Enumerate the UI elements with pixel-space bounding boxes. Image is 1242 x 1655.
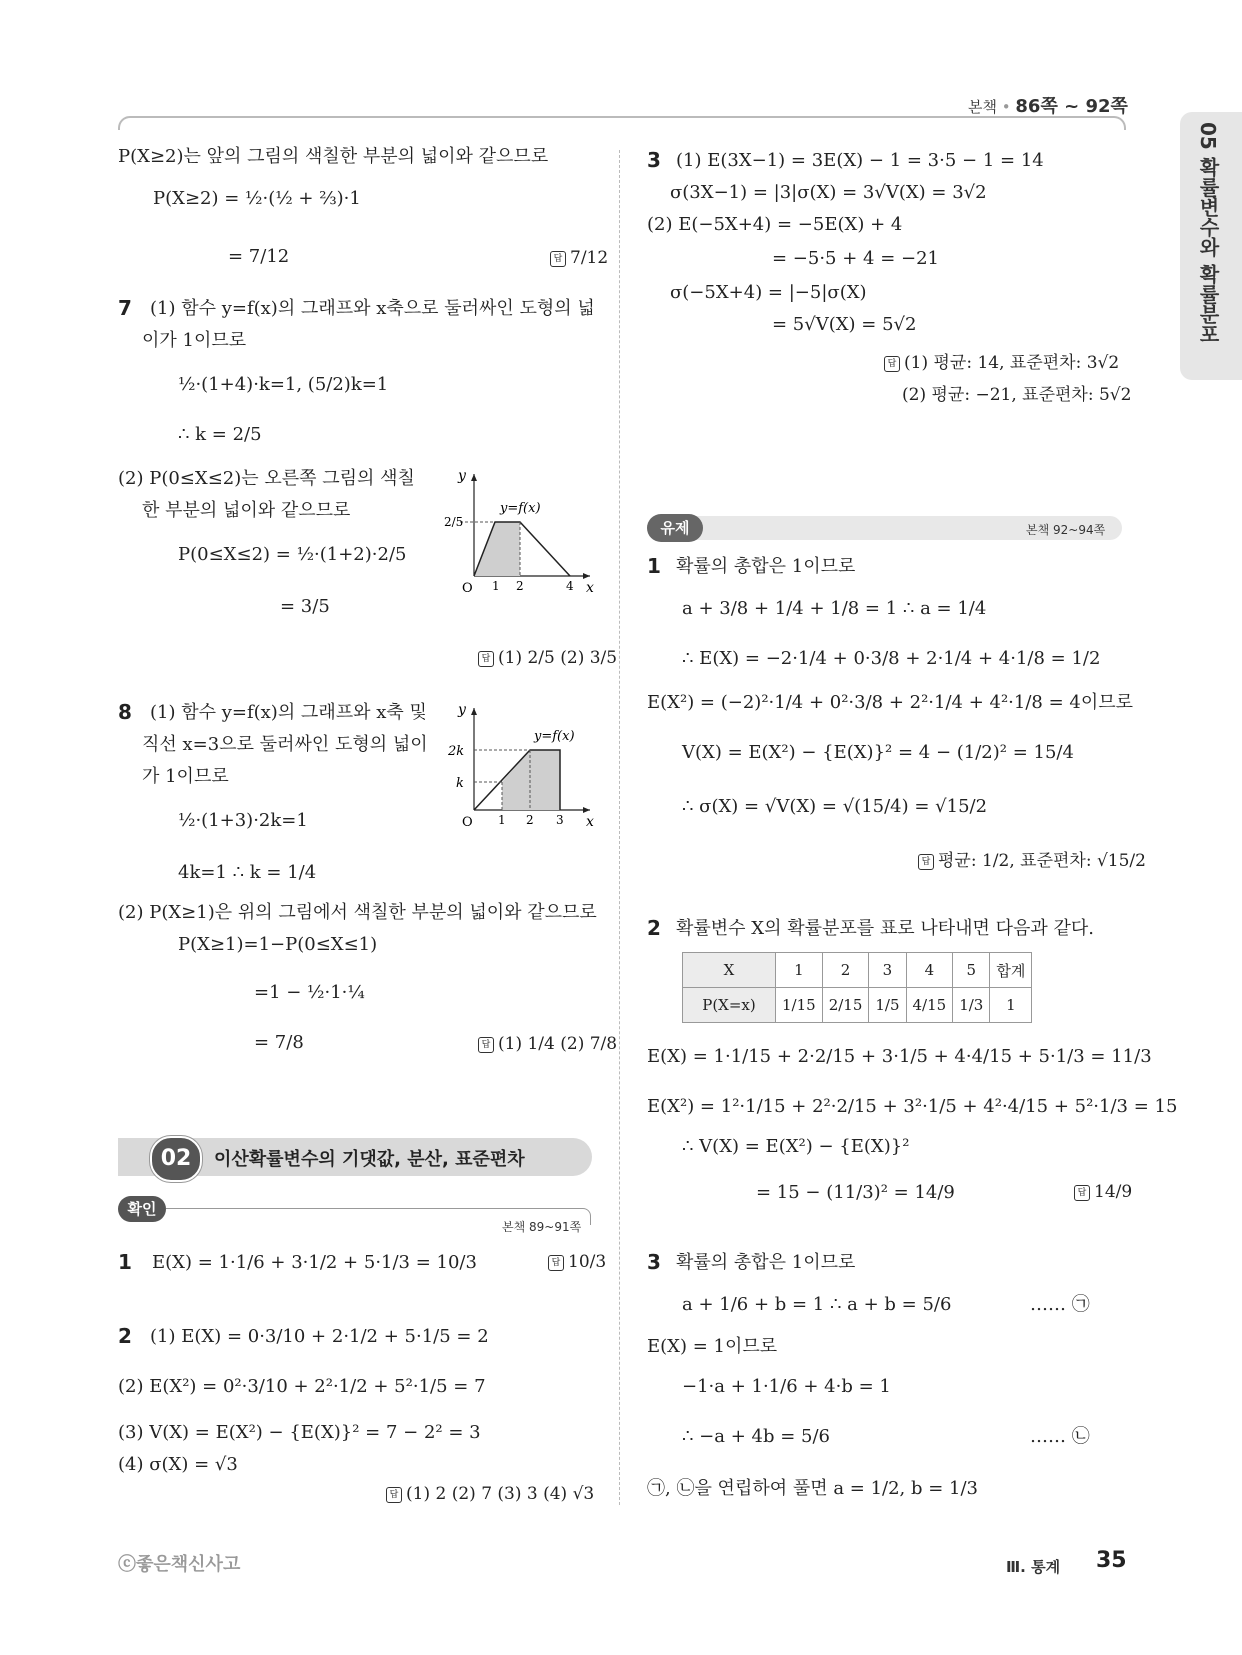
table-cell: 1 (990, 988, 1032, 1023)
problem-number: 3 (647, 1250, 661, 1274)
equation: = 3/5 (280, 596, 330, 617)
equation: P(0≤X≤2) = ½·(1+2)·2/5 (178, 544, 407, 565)
graph-func-label: y=f(x) (500, 501, 541, 516)
text-line: P(X≥2)는 앞의 그림의 색칠한 부분의 넓이와 같으므로 (118, 146, 549, 167)
graph-problem-7 (440, 466, 600, 596)
equation: (3) V(X) = E(X²) − {E(X)}² = 7 − 2² = 3 (118, 1422, 481, 1443)
equation: E(X) = 1·1/15 + 2·2/15 + 3·1/5 + 4·4/15 + 5·1/3 = 11/3 (647, 1046, 1152, 1067)
graph-y-label: y (458, 468, 466, 484)
equation: 4k=1 ∴ k = 1/4 (178, 862, 317, 883)
table-cell: 1/5 (869, 988, 906, 1023)
table-cell: 2/15 (822, 988, 869, 1023)
equation: P(X≥1)=1−P(0≤X≤1) (178, 934, 378, 955)
equation: σ(3X−1) = |3|σ(X) = 3√V(X) = 3√2 (670, 182, 987, 203)
graph-x-tick: 1 (498, 813, 506, 827)
yuje-pages: 본책 92~94쪽 (1026, 523, 1106, 537)
answer-value: (1) 2/5 (2) 3/5 (498, 648, 618, 668)
column-divider (619, 150, 620, 1505)
answer-value: 평균: 1/2, 표준편차: √15/2 (938, 851, 1146, 871)
answer-icon: 답 (386, 1487, 402, 1503)
equation: = 15 − (11/3)² = 14/9 (756, 1182, 955, 1203)
check-label: 확인 (127, 1200, 157, 1218)
graph-x-tick: 2 (516, 579, 524, 593)
table-cell: 1 (776, 953, 823, 988)
problem-number: 2 (118, 1324, 132, 1348)
publisher-logo: ⓒ좋은책신사고 (118, 1554, 241, 1575)
equation: E(X²) = 1²·1/15 + 2²·2/15 + 3²·1/5 + 4²·4/15 + 5²·1/3 = 15 (647, 1096, 1178, 1117)
equation: a + 1/6 + b = 1 ∴ a + b = 5/6 (682, 1294, 952, 1315)
table-cell: 2 (822, 953, 869, 988)
equation: (4) σ(X) = √3 (118, 1454, 238, 1475)
answer-icon: 답 (548, 1255, 564, 1271)
table-cell: 3 (869, 953, 906, 988)
text-line: (1) 함수 y=f(x)의 그래프와 x축 및 (150, 702, 427, 723)
page-number: 35 (1096, 1548, 1127, 1573)
graph-y-tick: k (456, 776, 464, 791)
header-pages (968, 92, 1128, 118)
graph-x-label: x (586, 814, 594, 830)
graph-y-label: y (458, 702, 466, 718)
table-cell: X (683, 953, 776, 988)
graph-origin: O (462, 581, 473, 596)
table-cell: P(X=x) (683, 988, 776, 1023)
text-line: (2) P(X≥1)은 위의 그림에서 색칠한 부분의 넓이와 같으므로 (118, 902, 597, 923)
answer (478, 1034, 617, 1054)
table-cell: 1/15 (776, 988, 823, 1023)
answer-icon: 답 (918, 854, 934, 870)
probability-table (682, 952, 1032, 1023)
equation: ∴ −a + 4b = 5/6 (682, 1426, 830, 1447)
answer: (2) 평균: −21, 표준편차: 5√2 (902, 385, 1132, 405)
footer-chapter: Ⅲ. 통계 (1006, 1558, 1061, 1576)
equation: ∴ V(X) = E(X²) − {E(X)}² (682, 1136, 910, 1157)
equation: P(X≥2) = ½·(½ + ⅔)·1 (153, 188, 361, 209)
equation: ½·(1+4)·k=1, (5/2)k=1 (178, 374, 389, 395)
equation: σ(−5X+4) = |−5|σ(X) (670, 282, 867, 303)
check-badge (118, 1196, 166, 1222)
equation: ∴ E(X) = −2·1/4 + 0·3/8 + 2·1/4 + 4·1/8 = 1/2 (682, 648, 1101, 669)
equation-marker: …… ㉡ (1030, 1426, 1090, 1447)
graph-problem-8 (440, 700, 600, 830)
answer (550, 248, 608, 268)
answer-value: (1) 2 (2) 7 (3) 3 (4) √3 (406, 1484, 595, 1504)
section-number-badge (150, 1136, 202, 1182)
equation: (2) E(−5X+4) = −5E(X) + 4 (647, 214, 903, 235)
answer-icon: 답 (478, 1037, 494, 1053)
text-line: 확률의 총합은 1이므로 (676, 556, 856, 577)
graph-x-tick: 1 (492, 579, 500, 593)
yuje-label: 유제 (660, 519, 690, 537)
equation: ½·(1+3)·2k=1 (178, 810, 308, 831)
yuje-badge (647, 514, 703, 542)
equation: (1) E(3X−1) = 3E(X) − 1 = 3·5 − 1 = 14 (676, 150, 1044, 171)
text-line: E(X) = 1이므로 (647, 1336, 778, 1357)
problem-number: 1 (647, 554, 661, 578)
equation: −1·a + 1·1/6 + 4·b = 1 (682, 1376, 891, 1397)
text-line: 확률변수 X의 확률분포를 표로 나타내면 다음과 같다. (676, 918, 1095, 939)
table-row (683, 988, 1032, 1023)
equation: = 7/8 (254, 1032, 304, 1053)
graph-y-tick: 2k (448, 744, 465, 759)
graph-x-tick: 2 (526, 813, 534, 827)
table-row (683, 953, 1032, 988)
answer (386, 1484, 594, 1504)
text-line: 가 1이므로 (142, 766, 229, 787)
answer-value: (1) 평균: 14, 표준편차: 3√2 (904, 353, 1120, 373)
answer-value: 14/9 (1094, 1182, 1133, 1202)
text-line: 한 부분의 넓이와 같으므로 (142, 500, 351, 521)
answer (1074, 1182, 1132, 1202)
graph-x-tick: 3 (556, 813, 564, 827)
problem-number: 3 (647, 148, 661, 172)
check-pages: 본책 89~91쪽 (502, 1220, 582, 1234)
equation: V(X) = E(X²) − {E(X)}² = 4 − (1/2)² = 15/4 (682, 742, 1074, 763)
problem-number: 2 (647, 916, 661, 940)
equation: = 7/12 (228, 246, 290, 267)
section-title: 이산확률변수의 기댓값, 분산, 표준편차 (214, 1149, 525, 1170)
answer-value: 10/3 (568, 1252, 607, 1272)
graph-y-tick: 2/5 (444, 515, 464, 529)
graph-origin: O (462, 815, 473, 830)
answer (548, 1252, 606, 1272)
answer-icon: 답 (884, 356, 900, 372)
equation-marker: …… ㉠ (1030, 1294, 1090, 1315)
graph-x-label: x (586, 580, 594, 596)
text-line: (1) 함수 y=f(x)의 그래프와 x축으로 둘러싸인 도형의 넓 (150, 298, 595, 319)
side-chapter-label: 05 확률변수와 확률분포 (1196, 122, 1220, 344)
answer-icon: 답 (1074, 1185, 1090, 1201)
graph-x-tick: 4 (566, 579, 574, 593)
equation: =1 − ½·1·¼ (254, 982, 365, 1003)
equation: (1) E(X) = 0·3/10 + 2·1/2 + 5·1/5 = 2 (150, 1326, 489, 1347)
text-line: 이가 1이므로 (142, 330, 247, 351)
section-number: 02 (160, 1146, 192, 1171)
problem-number: 1 (118, 1250, 132, 1274)
text-line: 확률의 총합은 1이므로 (676, 1252, 856, 1273)
header-page-range: 86쪽 ~ 92쪽 (1015, 96, 1128, 117)
answer-value: (1) 1/4 (2) 7/8 (498, 1034, 618, 1054)
text-line: (2) P(0≤X≤2)는 오른쪽 그림의 색칠 (118, 468, 415, 489)
graph-func-label: y=f(x) (534, 729, 575, 744)
answer (478, 648, 617, 668)
header-rule (118, 116, 1126, 130)
answer-icon: 답 (478, 651, 494, 667)
text-line: ㉠, ㉡을 연립하여 풀면 a = 1/2, b = 1/3 (647, 1478, 979, 1499)
equation: E(X) = 1·1/6 + 3·1/2 + 5·1/3 = 10/3 (152, 1252, 477, 1273)
answer-value: 7/12 (570, 248, 609, 268)
equation: = 5√V(X) = 5√2 (772, 314, 917, 335)
header-bullet: • (1001, 98, 1011, 116)
equation: ∴ k = 2/5 (178, 424, 262, 445)
header-book: 본책 (968, 98, 997, 116)
answer (884, 348, 1119, 373)
equation: = −5·5 + 4 = −21 (772, 248, 940, 269)
table-cell: 1/3 (953, 988, 990, 1023)
table-cell: 합계 (990, 953, 1032, 988)
equation: ∴ σ(X) = √V(X) = √(15/4) = √15/2 (682, 796, 988, 817)
problem-number: 7 (118, 296, 132, 320)
equation: (2) E(X²) = 0²·3/10 + 2²·1/2 + 5²·1/5 = 7 (118, 1376, 486, 1397)
table-cell: 5 (953, 953, 990, 988)
equation: a + 3/8 + 1/4 + 1/8 = 1 ∴ a = 1/4 (682, 598, 987, 619)
table-cell: 4 (906, 953, 953, 988)
text-line: 직선 x=3으로 둘러싸인 도형의 넓이 (142, 734, 428, 755)
equation: E(X²) = (−2)²·1/4 + 0²·3/8 + 2²·1/4 + 4²·1/8 = 4이므로 (647, 692, 1134, 713)
answer (918, 846, 1146, 871)
answer-icon: 답 (550, 251, 566, 267)
table-cell: 4/15 (906, 988, 953, 1023)
problem-number: 8 (118, 700, 132, 724)
